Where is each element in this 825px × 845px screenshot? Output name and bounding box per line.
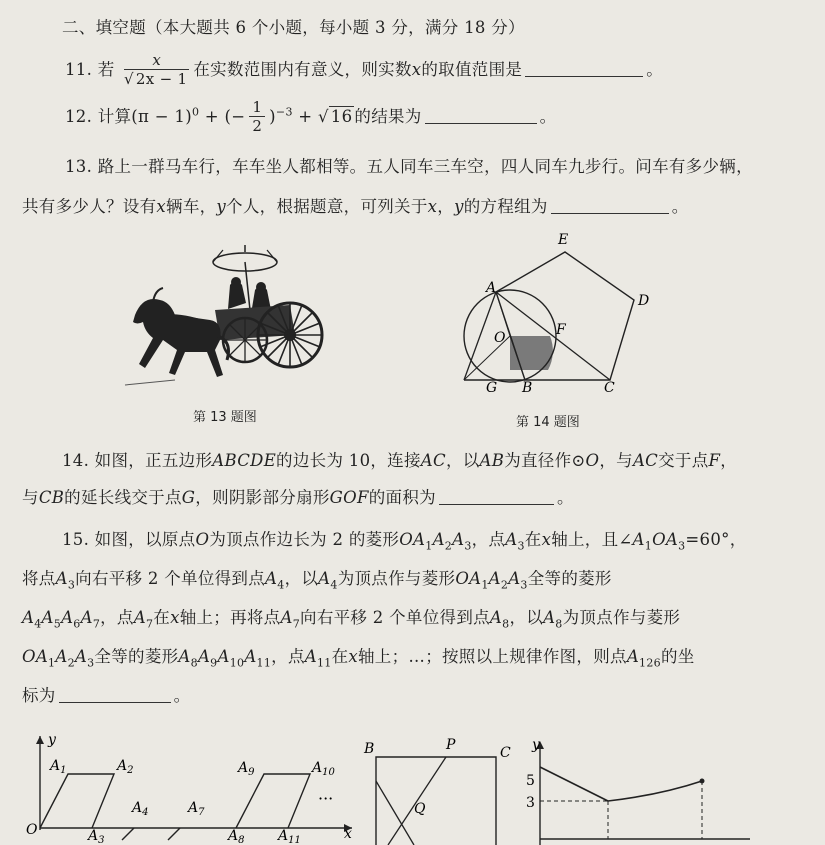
svg-text:x: x [344,826,352,842]
figure-14-pentagon [450,230,690,400]
fraction-x-over-sqrt: $\frac{x}{√ 2x - 1}$ [124,51,188,88]
svg-text:···: ··· [318,789,334,808]
svg-text:A8: $A_8$ [228,828,245,845]
svg-text:A3: $A_3$ [88,828,105,845]
label-E: E [558,232,569,248]
question-13-line1: 13. 路上一群马车行，车车坐人都相等。五人同车三车空，四人同车九步行。问车有多少辆， [65,157,753,176]
answer-blank-13[interactable] [551,199,669,214]
figure-13-chariot [115,240,335,400]
svg-text:O: O [26,822,38,838]
svg-text:y: y [48,732,56,748]
question-13-line2: 共有多少人？设有x辆车，y个人，根据题意，可列关于x，y的方程组为 。 [22,197,689,216]
answer-blank-11[interactable] [525,62,643,77]
figure-13-caption: 第 13 题图 [193,410,257,425]
svg-text:Q: Q [414,801,426,817]
svg-text:5: 5 [526,773,535,789]
label-C: C [604,380,615,396]
svg-text:A10: $A_{10}$ [312,760,335,778]
svg-text:A4: $A_4$ [132,800,149,818]
question-12: 12. 计算$(\pi - 1)^0$ + (− $\frac{1}{2}$ )$^{-3}$ + √ 16 的结果为 。 [65,98,557,135]
svg-text:y: y [532,737,540,753]
question-11: 11. 若 $\frac{x}{√ 2x - 1}$ 在实数范围内有意义，则实数x的取值范围是 。 [65,51,663,88]
svg-text:A9: $A_9$ [238,760,255,778]
label-D: D [638,293,650,309]
svg-text:A11: $A_{11}$ [278,828,301,845]
question-14-line1: 14. 如图，正五边形ABCDE的边长为 10，连接AC，以AB为直径作⊙O，与AC交于点F， [62,451,738,470]
question-14-line2: 与CB的延长线交于点G，则阴影部分扇形GOF的面积为 。 [22,488,574,507]
question-15-line1: 15. 如图，以原点O为顶点作边长为 2 的菱形$OA_1A_2A_3$，点$A_3$在x轴上，且$\angle A_1OA_3=60^\circ$， [62,530,747,553]
question-15-line2: 将点$A_3$向右平移 2 个单位得到点$A_4$，以$A_4$为顶点作与菱形$OA_1A_2A_3$全等的菱形 [22,569,612,592]
figure-15-rhombus-chain [22,730,362,845]
label-O: O [494,330,506,346]
label-A: A [486,280,497,296]
svg-text:A2: $A_2$ [117,758,134,776]
svg-text:3: 3 [526,795,535,811]
svg-text:A7: $A_7$ [188,800,205,818]
question-15-line3: $A_4A_5A_6A_7$，点$A_7$在x轴上；再将点$A_7$向右平移 2 个单位得到点$A_8$，以$A_8$为顶点作与菱形 [22,608,681,631]
figure-16-square [360,735,520,845]
answer-blank-14[interactable] [439,490,554,505]
svg-text:B: B [364,741,375,757]
fraction-one-half: $\frac{1}{2}$ [249,99,265,136]
svg-text:C: C [500,745,511,761]
svg-text:P: P [446,737,456,753]
answer-blank-15[interactable] [59,688,171,703]
answer-blank-12[interactable] [425,109,537,124]
question-15-line4: $OA_1A_2A_3$全等的菱形$A_8A_9A_{10}A_{11}$，点$A_{11}$在x轴上；…；按照以上规律作图，则点$A_{126}$的坐 [22,647,695,670]
figure-14-caption: 第 14 题图 [516,415,580,430]
question-15-line5: 标为 。 [22,686,191,705]
figure-17-graph [520,735,750,845]
svg-text:A1: $A_1$ [50,758,67,776]
label-F: F [556,322,566,338]
label-B: B [522,380,533,396]
label-G: G [486,380,498,396]
section-title: 二、填空题（本大题共 6 个小题，每小题 3 分，满分 18 分） [62,18,525,37]
